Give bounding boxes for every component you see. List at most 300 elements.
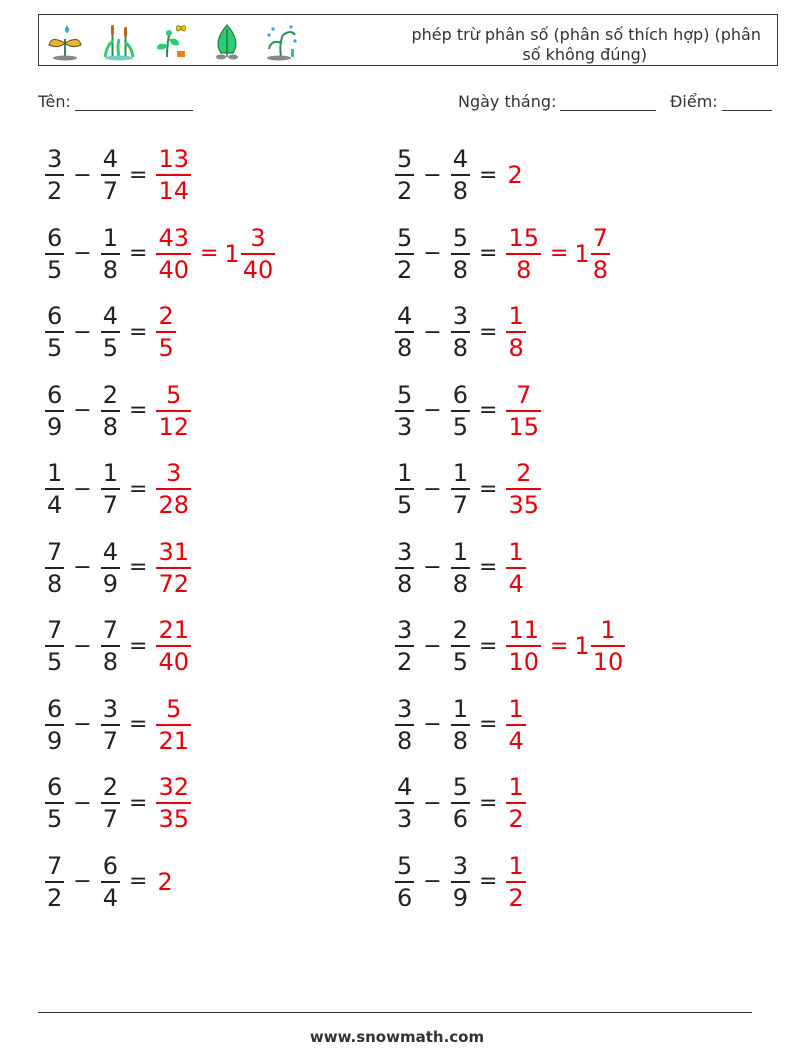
- denominator: 8: [47, 569, 63, 598]
- denominator: 8: [102, 255, 118, 284]
- problem-row: [392, 847, 529, 917]
- numerator: 7: [516, 380, 532, 409]
- problem-row: [42, 847, 173, 917]
- minuend-fraction: [395, 852, 414, 912]
- denominator: 2: [47, 177, 63, 205]
- denominator: 9: [102, 569, 118, 598]
- fraction-bar: [506, 331, 525, 333]
- subtrahend-fraction: [451, 616, 470, 676]
- denominator: 8: [452, 177, 468, 205]
- denominator: 5: [47, 334, 63, 362]
- minuend-fraction: [395, 538, 414, 598]
- flower-butterfly-icon: [153, 21, 193, 61]
- numerator: 3: [397, 694, 413, 723]
- numerator: 43: [158, 223, 189, 252]
- fraction-bar: [45, 410, 64, 412]
- fraction-bar: [451, 253, 470, 255]
- score-blank[interactable]: [722, 94, 772, 111]
- fraction-bar: [45, 645, 64, 647]
- denominator: 4: [508, 569, 524, 598]
- answer-whole: 2: [507, 161, 523, 189]
- fraction-bar: [506, 645, 541, 647]
- answer-fraction: [506, 695, 525, 755]
- numerator: 3: [452, 302, 468, 330]
- minus-sign: −: [423, 633, 442, 659]
- problem-row: [392, 690, 529, 760]
- subtrahend-fraction: [101, 773, 120, 833]
- fraction-bar: [451, 724, 470, 726]
- name-blank[interactable]: [75, 94, 193, 111]
- numerator: 2: [158, 302, 174, 330]
- equals-sign: =: [479, 869, 498, 894]
- minuend-fraction: [45, 695, 64, 755]
- problem-row: [392, 454, 544, 524]
- denominator: 5: [47, 805, 63, 833]
- fraction-bar: [101, 567, 120, 569]
- numerator: 5: [166, 380, 182, 409]
- denominator: 10: [508, 648, 539, 676]
- fraction-bar: [156, 645, 191, 647]
- subtrahend-fraction: [451, 459, 470, 519]
- numerator: 2: [102, 380, 118, 409]
- denominator: 15: [508, 412, 539, 441]
- worksheet-header: [38, 14, 778, 66]
- numerator: 3: [397, 616, 413, 644]
- mixed-whole-part: 1: [574, 632, 590, 660]
- answer-equals-sign: =: [549, 241, 569, 266]
- denominator: 35: [508, 491, 539, 519]
- fraction-bar: [395, 802, 414, 804]
- fraction-bar: [101, 410, 120, 412]
- numerator: 1: [508, 694, 524, 723]
- denominator: 9: [47, 412, 63, 441]
- problem-row: [42, 690, 194, 760]
- denominator: 12: [158, 412, 189, 441]
- numerator: 4: [102, 302, 118, 330]
- numerator: 15: [508, 223, 539, 252]
- numerator: 3: [166, 459, 182, 487]
- leaf-tree-icon: [207, 21, 247, 61]
- denominator: 3: [397, 805, 413, 833]
- numerator: 3: [250, 223, 266, 252]
- denominator: 4: [508, 726, 524, 755]
- numerator: 6: [47, 694, 63, 723]
- mixed-fraction-part: [591, 224, 610, 284]
- equals-sign: =: [129, 162, 148, 188]
- numerator: 7: [592, 223, 608, 252]
- equals-sign: =: [479, 712, 498, 737]
- equals-sign: =: [129, 398, 148, 423]
- numerator: 5: [452, 223, 468, 252]
- fraction-bar: [156, 802, 191, 804]
- denominator: 9: [47, 726, 63, 755]
- fraction-bar: [45, 724, 64, 726]
- numerator: 3: [397, 537, 413, 566]
- subtrahend-fraction: [451, 852, 470, 912]
- fraction-bar: [101, 174, 120, 176]
- reeds-plant-icon: [99, 21, 139, 61]
- equals-sign: =: [479, 790, 498, 816]
- minuend-fraction: [45, 616, 64, 676]
- problem-row: [392, 533, 529, 603]
- answer-fraction: [506, 538, 525, 598]
- fraction-bar: [45, 174, 64, 176]
- denominator: 35: [158, 805, 189, 833]
- problem-row: [392, 140, 523, 210]
- name-field: [38, 92, 193, 111]
- denominator: 7: [102, 177, 118, 205]
- problem-row: [42, 768, 194, 838]
- minuend-fraction: [395, 616, 414, 676]
- denominator: 2: [397, 648, 413, 676]
- equals-sign: =: [129, 241, 148, 266]
- fraction-bar: [45, 253, 64, 255]
- mixed-fraction-part: [591, 616, 626, 676]
- denominator: 8: [102, 648, 118, 676]
- subtrahend-fraction: [101, 695, 120, 755]
- denominator: 4: [47, 491, 63, 519]
- denominator: 40: [158, 255, 189, 284]
- answer-equals-sign: =: [199, 241, 219, 266]
- denominator: 7: [452, 491, 468, 519]
- answer-fraction: [506, 302, 525, 362]
- fraction-bar: [241, 253, 276, 255]
- equals-sign: =: [479, 633, 498, 659]
- numerator: 5: [397, 851, 413, 880]
- fraction-bar: [156, 174, 191, 176]
- answer-fraction: [156, 695, 191, 755]
- numerator: 4: [397, 302, 413, 330]
- denominator: 5: [397, 491, 413, 519]
- fraction-bar: [451, 331, 470, 333]
- problem-row: [42, 454, 194, 524]
- equals-sign: =: [129, 555, 148, 580]
- minus-sign: −: [73, 319, 92, 345]
- minus-sign: −: [423, 869, 442, 894]
- minus-sign: −: [73, 712, 92, 737]
- fraction-bar: [101, 724, 120, 726]
- fraction-bar: [395, 174, 414, 176]
- answer-equals-sign: =: [549, 633, 569, 659]
- fraction-bar: [395, 881, 414, 883]
- mixed-fraction-part: [241, 224, 276, 284]
- date-blank[interactable]: [560, 94, 656, 111]
- numerator: 2: [102, 773, 118, 801]
- fraction-bar: [506, 488, 541, 490]
- denominator: 8: [508, 334, 524, 362]
- denominator: 8: [452, 334, 468, 362]
- fraction-bar: [156, 488, 191, 490]
- denominator: 7: [102, 805, 118, 833]
- equals-sign: =: [129, 869, 148, 894]
- minuend-fraction: [395, 695, 414, 755]
- fraction-bar: [451, 802, 470, 804]
- fraction-bar: [506, 881, 525, 883]
- denominator: 6: [452, 805, 468, 833]
- denominator: 8: [452, 255, 468, 284]
- fraction-bar: [451, 488, 470, 490]
- equals-sign: =: [129, 633, 148, 659]
- minus-sign: −: [73, 398, 92, 423]
- subtrahend-fraction: [101, 224, 120, 284]
- minus-sign: −: [423, 555, 442, 580]
- subtrahend-fraction: [451, 538, 470, 598]
- answer-fraction: [506, 381, 541, 441]
- minuend-fraction: [45, 538, 64, 598]
- numerator: 1: [397, 459, 413, 487]
- denominator: 2: [508, 805, 524, 833]
- minuend-fraction: [395, 459, 414, 519]
- sprout-watering-icon: [45, 21, 85, 61]
- subtrahend-fraction: [451, 224, 470, 284]
- numerator: 4: [397, 773, 413, 801]
- minus-sign: −: [423, 162, 442, 188]
- fraction-bar: [395, 488, 414, 490]
- minus-sign: −: [73, 555, 92, 580]
- subtrahend-fraction: [451, 145, 470, 205]
- fraction-bar: [45, 802, 64, 804]
- fraction-bar: [45, 488, 64, 490]
- answer-fraction: [506, 616, 541, 676]
- answer-fraction: [156, 538, 191, 598]
- worksheet-title: [381, 25, 761, 65]
- numerator: 5: [397, 145, 413, 173]
- denominator: 8: [397, 334, 413, 362]
- denominator: 5: [47, 255, 63, 284]
- answer-fraction: [506, 852, 525, 912]
- denominator: 72: [158, 569, 189, 598]
- answer-fraction: [506, 459, 541, 519]
- fraction-bar: [395, 253, 414, 255]
- minuend-fraction: [395, 773, 414, 833]
- denominator: 8: [397, 569, 413, 598]
- numerator: 7: [102, 616, 118, 644]
- fraction-bar: [506, 410, 541, 412]
- fraction-bar: [506, 802, 525, 804]
- denominator: 7: [102, 726, 118, 755]
- numerator: 6: [47, 302, 63, 330]
- equals-sign: =: [479, 241, 498, 266]
- problem-row: [42, 297, 179, 367]
- footer-divider: [38, 1012, 752, 1013]
- fraction-bar: [101, 881, 120, 883]
- denominator: 8: [102, 412, 118, 441]
- denominator: 2: [47, 883, 63, 912]
- problem-row: [42, 533, 194, 603]
- numerator: 7: [47, 616, 63, 644]
- fraction-bar: [395, 410, 414, 412]
- minus-sign: −: [423, 476, 442, 502]
- fraction-bar: [395, 645, 414, 647]
- mixed-whole-part: 1: [574, 239, 590, 268]
- date-label: Ngày tháng:: [458, 92, 557, 111]
- numerator: 5: [397, 380, 413, 409]
- minuend-fraction: [45, 459, 64, 519]
- subtrahend-fraction: [101, 616, 120, 676]
- numerator: 1: [47, 459, 63, 487]
- numerator: 1: [508, 851, 524, 880]
- fraction-bar: [101, 331, 120, 333]
- equals-sign: =: [129, 476, 148, 502]
- numerator: 4: [102, 145, 118, 173]
- date-field: [458, 92, 656, 111]
- numerator: 32: [158, 773, 189, 801]
- problem-row: [392, 611, 628, 681]
- minus-sign: −: [423, 319, 442, 345]
- problem-row: [392, 376, 544, 446]
- answer-fraction: [156, 773, 191, 833]
- answer-fraction: [156, 302, 175, 362]
- denominator: 2: [397, 177, 413, 205]
- fraction-bar: [101, 253, 120, 255]
- minuend-fraction: [45, 302, 64, 362]
- numerator: 31: [158, 537, 189, 566]
- fraction-bar: [451, 567, 470, 569]
- subtrahend-fraction: [101, 381, 120, 441]
- subtrahend-fraction: [451, 381, 470, 441]
- numerator: 21: [158, 616, 189, 644]
- subtrahend-fraction: [101, 852, 120, 912]
- numerator: 6: [47, 380, 63, 409]
- fraction-bar: [45, 331, 64, 333]
- problem-row: [42, 140, 194, 210]
- numerator: 2: [452, 616, 468, 644]
- subtrahend-fraction: [451, 695, 470, 755]
- denominator: 28: [158, 491, 189, 519]
- minuend-fraction: [45, 852, 64, 912]
- numerator: 1: [452, 694, 468, 723]
- fraction-bar: [451, 410, 470, 412]
- numerator: 4: [452, 145, 468, 173]
- numerator: 6: [47, 223, 63, 252]
- fraction-bar: [156, 331, 175, 333]
- denominator: 8: [592, 255, 608, 284]
- fraction-bar: [45, 881, 64, 883]
- subtrahend-fraction: [451, 302, 470, 362]
- fraction-bar: [156, 724, 191, 726]
- answer-fraction: [506, 224, 541, 284]
- equals-sign: =: [129, 790, 148, 816]
- subtrahend-fraction: [101, 145, 120, 205]
- fraction-bar: [156, 567, 191, 569]
- minus-sign: −: [423, 398, 442, 423]
- numerator: 1: [452, 459, 468, 487]
- fraction-bar: [156, 253, 191, 255]
- fraction-bar: [591, 645, 626, 647]
- denominator: 8: [452, 569, 468, 598]
- denominator: 8: [452, 726, 468, 755]
- fraction-bar: [395, 724, 414, 726]
- denominator: 14: [158, 177, 189, 205]
- minuend-fraction: [45, 773, 64, 833]
- denominator: 40: [158, 648, 189, 676]
- fraction-bar: [395, 567, 414, 569]
- fraction-bar: [591, 253, 610, 255]
- numerator: 6: [452, 380, 468, 409]
- answer-fraction: [156, 224, 191, 284]
- denominator: 6: [397, 883, 413, 912]
- fountain-plant-icon: [261, 21, 301, 61]
- minuend-fraction: [45, 224, 64, 284]
- score-label: Điểm:: [670, 92, 718, 111]
- numerator: 1: [508, 302, 524, 330]
- denominator: 40: [242, 255, 274, 284]
- equals-sign: =: [479, 319, 498, 345]
- numerator: 13: [158, 145, 189, 173]
- answer-fraction: [156, 381, 191, 441]
- answer-fraction: [506, 773, 525, 833]
- minus-sign: −: [73, 476, 92, 502]
- numerator: 3: [47, 145, 63, 173]
- fraction-bar: [156, 410, 191, 412]
- equals-sign: =: [479, 162, 498, 188]
- fraction-bar: [101, 645, 120, 647]
- minus-sign: −: [73, 162, 92, 188]
- fraction-bar: [506, 724, 525, 726]
- numerator: 11: [508, 616, 539, 644]
- denominator: 5: [452, 648, 468, 676]
- denominator: 8: [516, 255, 532, 284]
- equals-sign: =: [479, 555, 498, 580]
- numerator: 4: [102, 537, 118, 566]
- fraction-bar: [506, 253, 541, 255]
- fraction-bar: [395, 331, 414, 333]
- title-line-2: số không đúng): [522, 45, 647, 64]
- problem-row: [392, 768, 529, 838]
- numerator: 2: [516, 459, 532, 487]
- footer-site: www.snowmath.com: [309, 1028, 485, 1046]
- numerator: 6: [102, 851, 118, 880]
- numerator: 1: [600, 616, 616, 644]
- equals-sign: =: [129, 319, 148, 345]
- denominator: 7: [102, 491, 118, 519]
- minus-sign: −: [73, 241, 92, 266]
- subtrahend-fraction: [101, 302, 120, 362]
- minus-sign: −: [73, 869, 92, 894]
- title-line-1: phép trừ phân số (phân số thích hợp) (phân: [411, 25, 761, 44]
- subtrahend-fraction: [451, 773, 470, 833]
- minus-sign: −: [423, 241, 442, 266]
- fraction-bar: [45, 567, 64, 569]
- numerator: 7: [47, 537, 63, 566]
- numerator: 1: [102, 459, 118, 487]
- minuend-fraction: [395, 224, 414, 284]
- fraction-bar: [101, 802, 120, 804]
- denominator: 9: [452, 883, 468, 912]
- numerator: 3: [452, 851, 468, 880]
- numerator: 5: [452, 773, 468, 801]
- denominator: 2: [508, 883, 524, 912]
- problem-row: [42, 611, 194, 681]
- numerator: 3: [102, 694, 118, 723]
- subtrahend-fraction: [101, 459, 120, 519]
- answer-fraction: [156, 459, 191, 519]
- problem-row: [392, 297, 529, 367]
- minuend-fraction: [395, 381, 414, 441]
- denominator: 5: [452, 412, 468, 441]
- mixed-whole-part: 1: [224, 239, 240, 268]
- equals-sign: =: [129, 712, 148, 737]
- denominator: 4: [102, 883, 118, 912]
- fraction-bar: [451, 881, 470, 883]
- problem-row: [42, 219, 278, 289]
- numerator: 5: [166, 694, 182, 723]
- numerator: 6: [47, 773, 63, 801]
- equals-sign: =: [479, 476, 498, 502]
- numerator: 5: [397, 223, 413, 252]
- problem-row: [42, 376, 194, 446]
- denominator: 2: [397, 255, 413, 284]
